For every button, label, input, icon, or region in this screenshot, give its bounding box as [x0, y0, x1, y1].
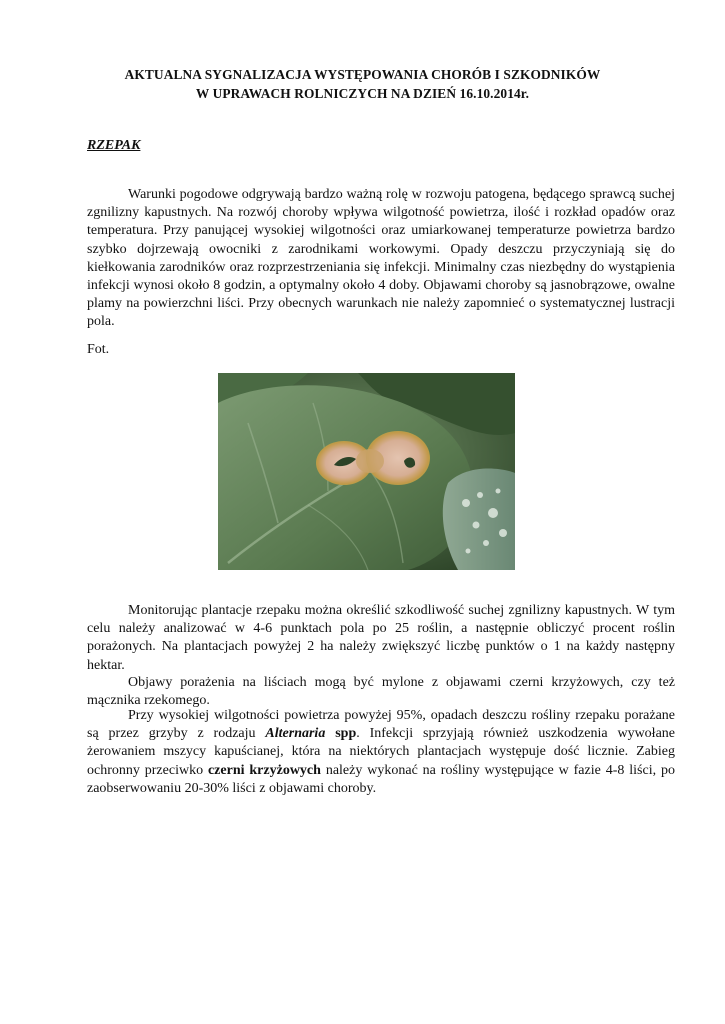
alternaria-genus: Alternaria — [265, 726, 326, 742]
rapeseed-leaf-lesion-photo — [218, 373, 515, 570]
document-title-line-2: W UPRAWACH ROLNICZYCH NA DZIEŃ 16.10.2014r. — [195, 86, 530, 101]
paragraph-alternaria-part3: należy wykonać na rośliny występujące w fazie 4-8 liści, po zaobserwowaniu 20-30% liści z objawami choroby. — [87, 762, 675, 796]
paragraph-symptoms-confusion: Objawy porażenia na liściach mogą być mylone z objawami czerni krzyżowych, czy też mącznika rzekomego. — [87, 675, 675, 709]
paragraph-alternaria — [87, 707, 675, 798]
document-title-line-1: AKTUALNA SYGNALIZACJA WYSTĘPOWANIA CHORÓB I SZKODNIKÓW — [124, 67, 601, 82]
alternaria-spp: spp — [325, 726, 357, 742]
czerni-krzyzowych-emphasis: czerni krzyżowych — [207, 762, 321, 778]
paragraph-alternaria-part2: . Infekcji sprzyjają również uszkodzenia wywołane żerowaniem mszycy kapuścianej, która na niektórych plantacjach występuje dość licznie. Zabieg ochronny przeciwko — [87, 726, 675, 778]
photo-caption: Fot. — [87, 342, 110, 357]
leaf-photo-illustration — [218, 373, 515, 570]
paragraph-monitoring: Monitorując plantacje rzepaku można określić szkodliwość suchej zgnilizny kapustnych. W tym celu należy analizować w 4-6 punktach pola po 25 roślin, a następnie obliczyć procent roślin porażonych. Na plantacjach powyżej 2 ha należy zwiększyć liczbę punktów o 1 na każdy następny hektar. — [87, 603, 675, 673]
paragraph-alternaria-part1: Przy wysokiej wilgotności powietrza powyżej 95%, opadach deszczu rośliny rzepaku porażane są przez grzyby z rodzaju — [87, 708, 675, 742]
section-heading-rzepak: RZEPAK — [87, 138, 141, 153]
paragraph-weather-conditions: Warunki pogodowe odgrywają bardzo ważną rolę w rozwoju patogena, będącego sprawcą suchej zgnilizny kapustnych. Na rozwój choroby wpływa wilgotność powietrza, ilość i rozkład opadów oraz temperatura. Przy panującej wysokiej wilgotności oraz umiarkowanej temperaturze powietrza bardzo szybko dojrzewają owocniki z zarodnikami workowymi. Opady deszczu przyczyniają się do kiełkowania zarodników oraz rozprzestrzeniania się infekcji. Minimalny czas niezbędny do wystąpienia infekcji wynosi około 8 godzin, a optymalny około 4 doby. Objawami choroby są jasnobrązowe, owalne plamy na powierzchni liści. Przy obecnych warunkach nie należy zapomnieć o systematycznej lustracji pola. — [87, 187, 675, 330]
